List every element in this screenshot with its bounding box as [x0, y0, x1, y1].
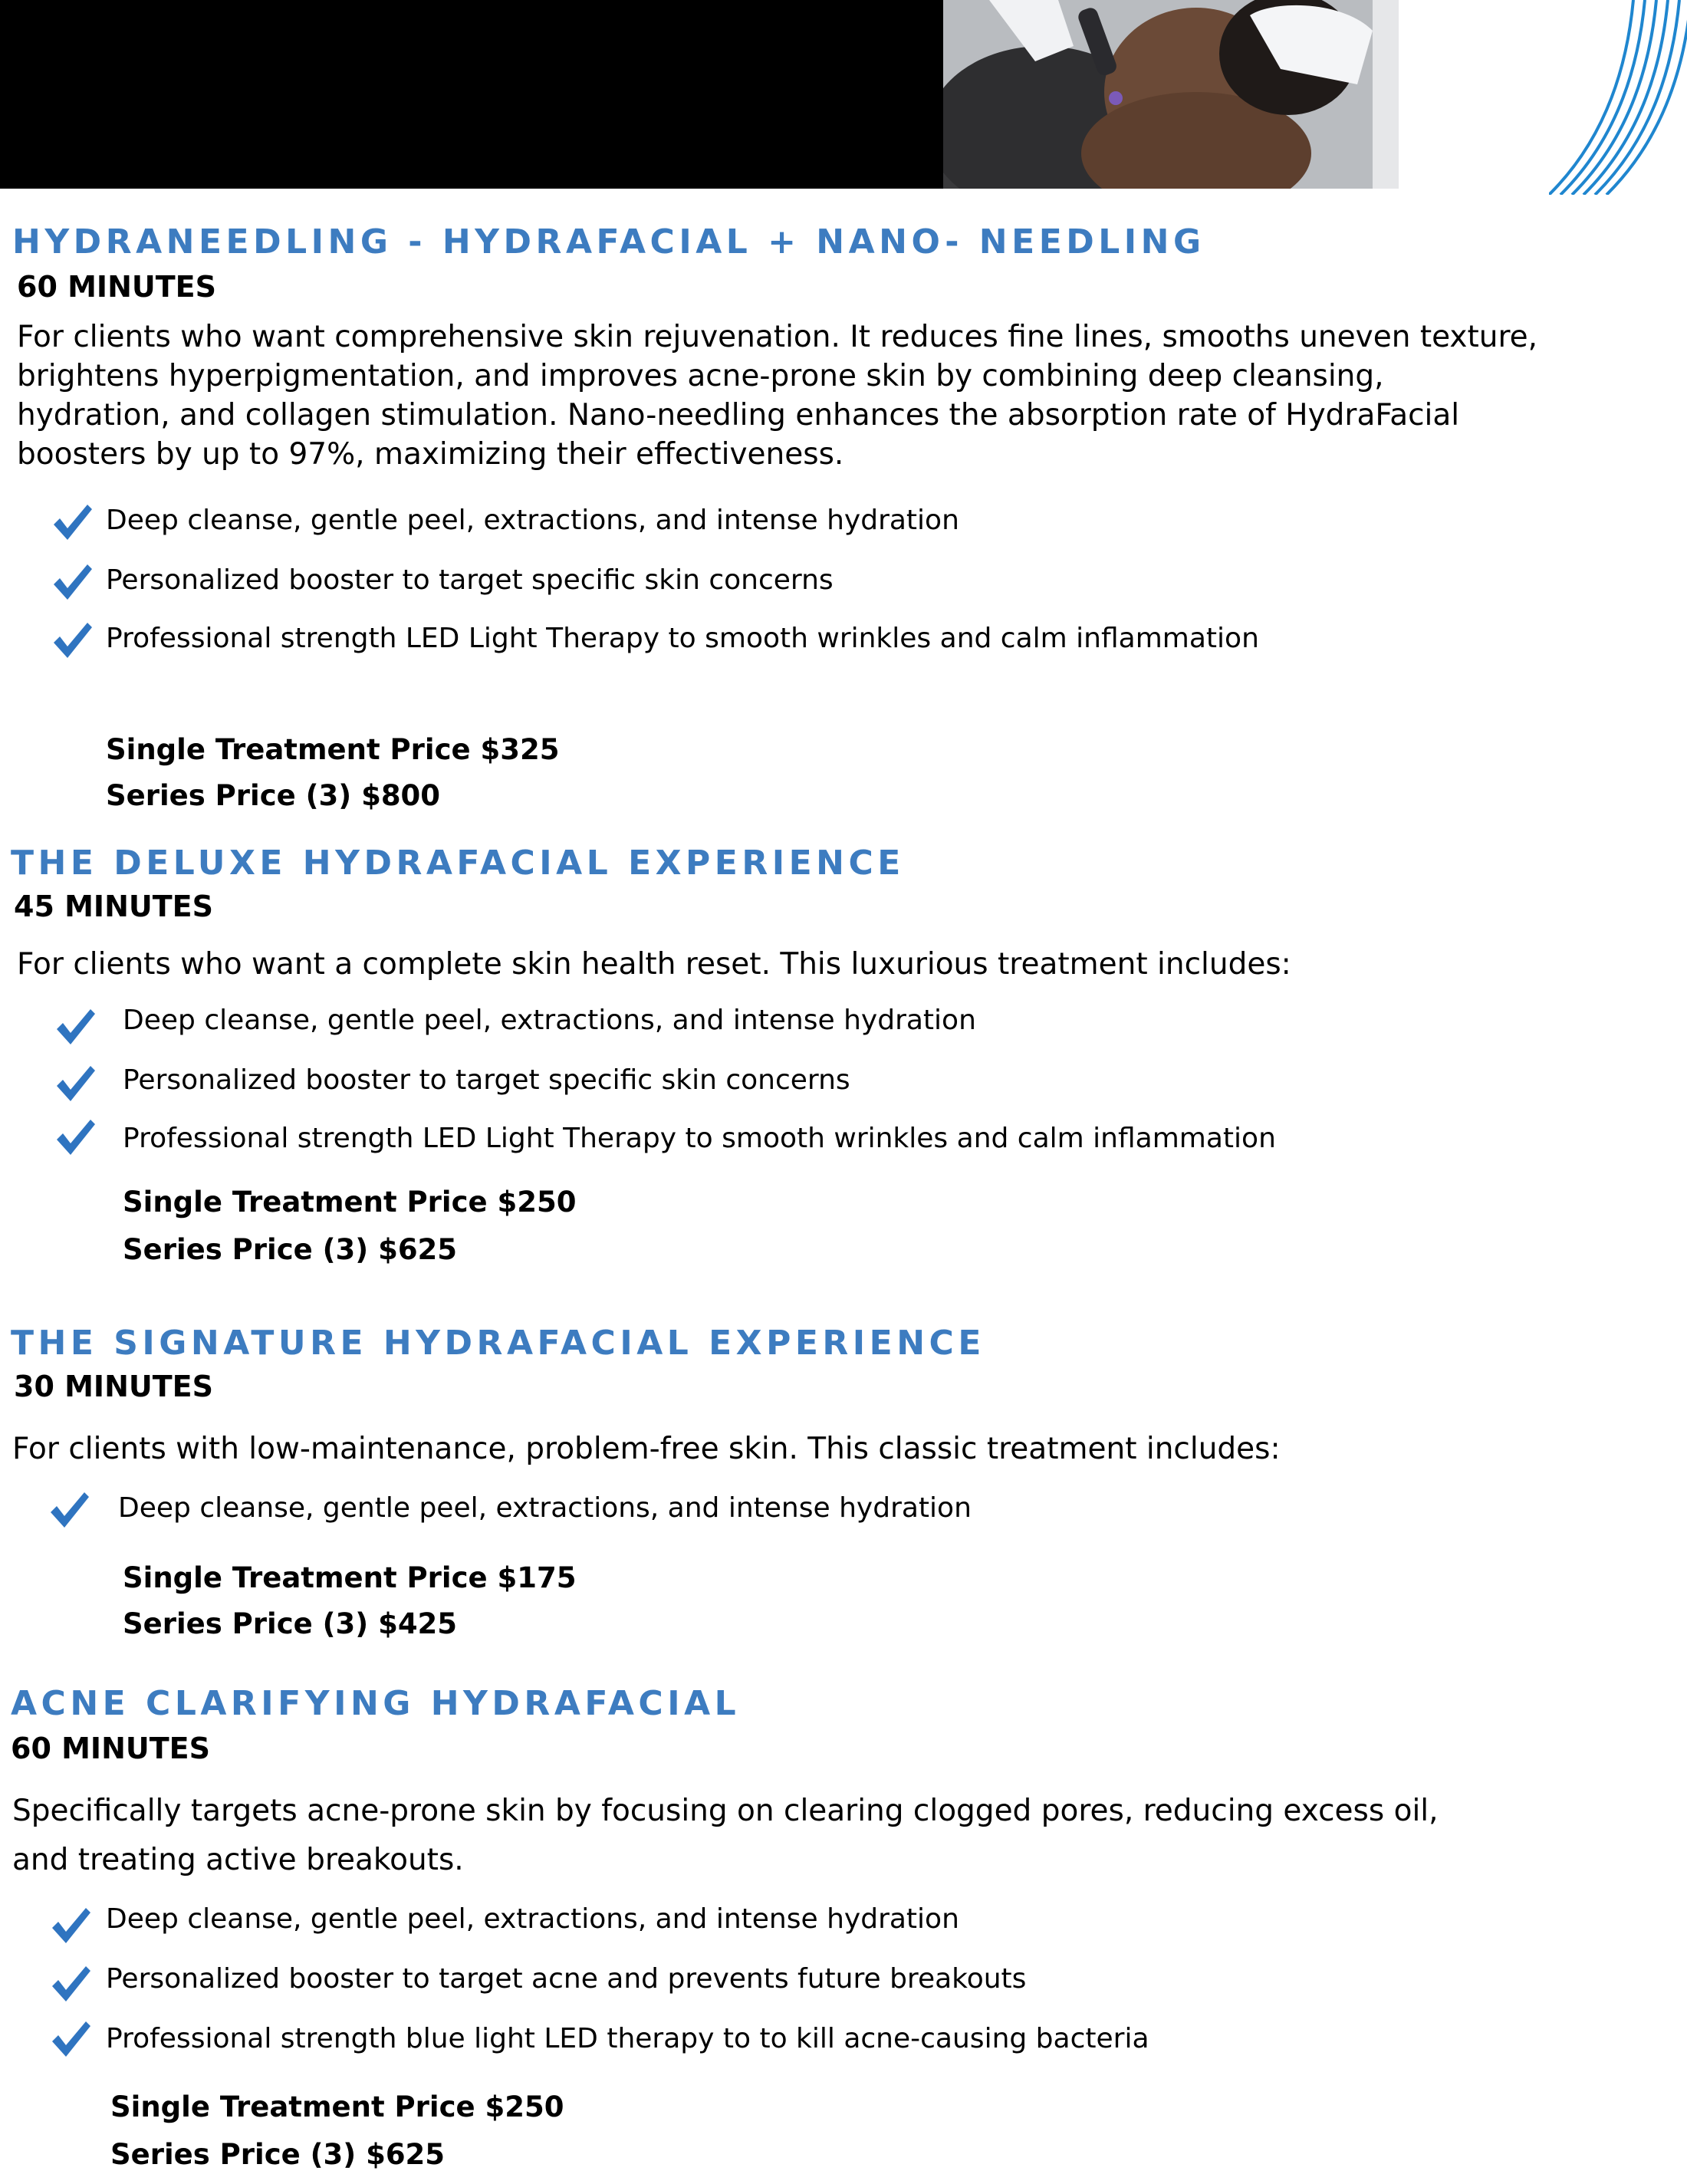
checkmark-icon — [51, 2020, 90, 2058]
checkmark-icon — [55, 1118, 95, 1156]
bullet-item: Personalized booster to target specific skin concerns — [106, 564, 834, 596]
single-treatment-price: Single Treatment Price $250 — [123, 1186, 577, 1219]
checkmark-icon — [49, 1491, 89, 1529]
bullet-item: Personalized booster to target specific skin concerns — [123, 1064, 850, 1096]
bullet-item: Professional strength blue light LED therapy to to kill acne-causing bacteria — [106, 2023, 1149, 2054]
section-duration: 45 MINUTES — [14, 890, 213, 923]
bullet-item: Deep cleanse, gentle peel, extractions, and intense hydration — [118, 1492, 972, 1524]
checkmark-icon — [52, 621, 92, 659]
section-title: THE SIGNATURE HYDRAFACIAL EXPERIENCE — [11, 1324, 985, 1363]
header-black-bar — [0, 0, 943, 189]
series-price: Series Price (3) $625 — [123, 1233, 458, 1266]
section-duration: 30 MINUTES — [14, 1370, 213, 1403]
series-price: Series Price (3) $800 — [106, 779, 441, 812]
single-treatment-price: Single Treatment Price $250 — [110, 2090, 564, 2123]
checkmark-icon — [51, 1965, 90, 2003]
bullet-item: Professional strength LED Light Therapy to smooth wrinkles and calm inflammation — [123, 1123, 1276, 1154]
section-title: ACNE CLARIFYING HYDRAFACIAL — [11, 1684, 741, 1723]
bullet-item: Deep cleanse, gentle peel, extractions, and intense hydration — [106, 505, 959, 536]
section-duration: 60 MINUTES — [11, 1732, 210, 1765]
bullet-item: Professional strength LED Light Therapy to smooth wrinkles and calm inflammation — [106, 623, 1259, 654]
section-duration: 60 MINUTES — [17, 270, 216, 304]
section-description: Specifically targets acne-prone skin by focusing on clearing clogged pores, reducing excess oil, and treating active breakouts. — [12, 1794, 1439, 1877]
checkmark-icon — [52, 563, 92, 601]
section-description: For clients who want a complete skin health reset. This luxurious treatment includes: — [17, 947, 1291, 982]
bullet-item: Personalized booster to target acne and prevents future breakouts — [106, 1963, 1027, 1995]
checkmark-icon — [55, 1008, 95, 1046]
decorative-lines-graphic — [1549, 0, 1687, 195]
single-treatment-price: Single Treatment Price $175 — [123, 1561, 577, 1594]
section-description: For clients with low-maintenance, problem-free skin. This classic treatment includes: — [12, 1432, 1281, 1466]
series-price: Series Price (3) $425 — [123, 1607, 458, 1640]
section-title: HYDRANEEDLING - HYDRAFACIAL + NANO- NEEDLING — [12, 222, 1205, 261]
checkmark-icon — [52, 503, 92, 541]
bullet-item: Deep cleanse, gentle peel, extractions, and intense hydration — [106, 1903, 959, 1935]
checkmark-icon — [55, 1064, 95, 1103]
checkmark-icon — [51, 1906, 90, 1945]
series-price: Series Price (3) $625 — [110, 2138, 446, 2171]
section-description: For clients who want comprehensive skin rejuvenation. It reduces fine lines, smooths uneven texture, brightens hyperpigmentation, and improves acne-prone skin by combining deep cleansing, hydration, and collagen stimulation. Nano-needling enhances the absorption rate of HydraFacial boosters by up to 97%, maximizing their effectiveness. — [17, 320, 1538, 472]
header-photo — [943, 0, 1399, 189]
section-title: THE DELUXE HYDRAFACIAL EXPERIENCE — [11, 844, 905, 883]
single-treatment-price: Single Treatment Price $325 — [106, 733, 560, 766]
bullet-item: Deep cleanse, gentle peel, extractions, and intense hydration — [123, 1005, 976, 1036]
